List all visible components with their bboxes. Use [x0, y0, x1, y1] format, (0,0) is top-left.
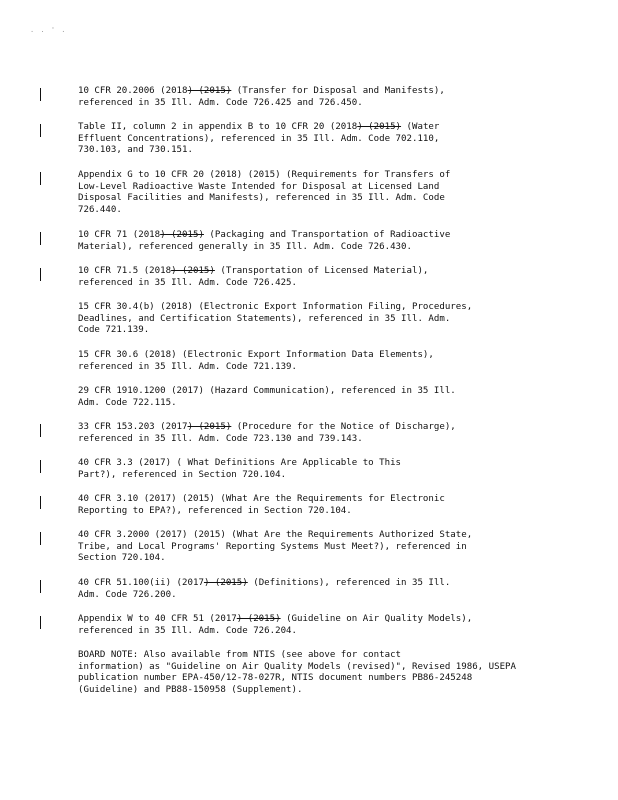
reference-text	[78, 422, 548, 445]
change-bar	[40, 616, 41, 629]
text-run: 40 CFR 3.3 (2017) ( What Definitions Are Applicable to This Part?), referenced in Section 720.104.	[78, 458, 402, 480]
text-run: (Guideline on Air Quality Models), referenced in 35 Ill. Adm. Code 726.204.	[78, 614, 473, 636]
text-run: 40 CFR 51.100(ii) (2017	[78, 578, 204, 588]
text-run: 10 CFR 20.2006 (2018	[78, 86, 188, 96]
reference-text	[78, 302, 548, 337]
reference-text	[78, 650, 548, 696]
reference-text	[78, 530, 548, 565]
change-bar	[40, 124, 41, 137]
text-run: (Packaging and Transportation of Radioactive Material), referenced generally in 35 Ill. Adm. Code 726.430.	[78, 230, 451, 252]
change-bar	[40, 172, 41, 185]
change-bar	[40, 424, 41, 437]
text-run: (Transportation of Licensed Material), referenced in 35 Ill. Adm. Code 726.425.	[78, 266, 429, 288]
change-bar	[40, 532, 41, 545]
text-run: 15 CFR 30.4(b) (2018) (Electronic Export Information Filing, Procedures, Deadlines, and Certification Statements), referenced in 35 Ill. Adm. Code 721.139.	[78, 302, 473, 336]
struck-text: ) (2015)	[187, 86, 232, 96]
reference-text	[78, 122, 548, 157]
text-run: Appendix W to 40 CFR 51 (2017	[78, 614, 237, 624]
reference-text	[78, 494, 548, 517]
text-run: (Transfer for Disposal and Manifests), referenced in 35 Ill. Adm. Code 726.425 and 726.450.	[78, 86, 445, 108]
change-bar	[40, 496, 41, 509]
reference-text	[78, 386, 548, 409]
text-run: 40 CFR 3.2000 (2017) (2015) (What Are the Requirements Authorized State, Tribe, and Local Programs' Reporting Systems Must Meet?), referenced in Section 720.104.	[78, 530, 473, 564]
change-bar	[40, 268, 41, 281]
change-bar	[40, 232, 41, 245]
reference-text	[78, 266, 548, 289]
text-run: 29 CFR 1910.1200 (2017) (Hazard Communication), referenced in 35 Ill. Adm. Code 722.115.	[78, 386, 456, 408]
reference-text	[78, 614, 548, 637]
text-run: Appendix G to 10 CFR 20 (2018) (2015) (Requirements for Transfers of Low-Level Radioactive Waste Intended for Disposal at Licensed Land Disposal Facilities and Manifests), referenced in 35 Ill. Adm. Code 726.440.	[78, 170, 451, 215]
text-run: (Definitions), referenced in 35 Ill. Adm. Code 726.200.	[78, 578, 451, 600]
struck-text: ) (2015)	[187, 422, 232, 432]
text-run: Table II, column 2 in appendix B to 10 CFR 20 (2018	[78, 122, 358, 132]
text-run: (Procedure for the Notice of Discharge), referenced in 35 Ill. Adm. Code 723.130 and 739.143.	[78, 422, 456, 444]
reference-text	[78, 230, 548, 253]
change-bar	[40, 88, 41, 101]
text-run: BOARD NOTE: Also available from NTIS (see above for contact information) as "Guideline on Air Quality Models (revised)", Revised 1986, USEPA publication number EPA-450/12-78-027R, NTIS document numbers PB86-245248 (Guideline) and PB88-150958 (Supplement).	[78, 650, 516, 695]
text-run: 33 CFR 153.203 (2017	[78, 422, 188, 432]
reference-text	[78, 458, 548, 481]
struck-text: ) (2015)	[357, 122, 402, 132]
reference-text	[78, 578, 548, 601]
change-bar	[40, 580, 41, 593]
text-run: 10 CFR 71 (2018	[78, 230, 161, 240]
change-bar	[40, 460, 41, 473]
text-run: 40 CFR 3.10 (2017) (2015) (What Are the Requirements for Electronic Reporting to EPA?), referenced in Section 720.104.	[78, 494, 445, 516]
struck-text: ) (2015)	[203, 578, 248, 588]
struck-text: ) (2015)	[236, 614, 281, 624]
text-run: (Water Effluent Concentrations), referenced in 35 Ill. Adm. Code 702.110, 730.103, and 730.151.	[78, 122, 440, 156]
reference-text	[78, 86, 548, 109]
header-mark: . . ' .	[30, 26, 67, 34]
text-run: 10 CFR 71.5 (2018	[78, 266, 172, 276]
struck-text: ) (2015)	[171, 266, 215, 276]
reference-text	[78, 170, 548, 216]
reference-text	[78, 350, 548, 373]
struck-text: ) (2015)	[160, 230, 204, 240]
text-run: 15 CFR 30.6 (2018) (Electronic Export Information Data Elements), referenced in 35 Ill. Adm. Code 721.139.	[78, 350, 434, 372]
